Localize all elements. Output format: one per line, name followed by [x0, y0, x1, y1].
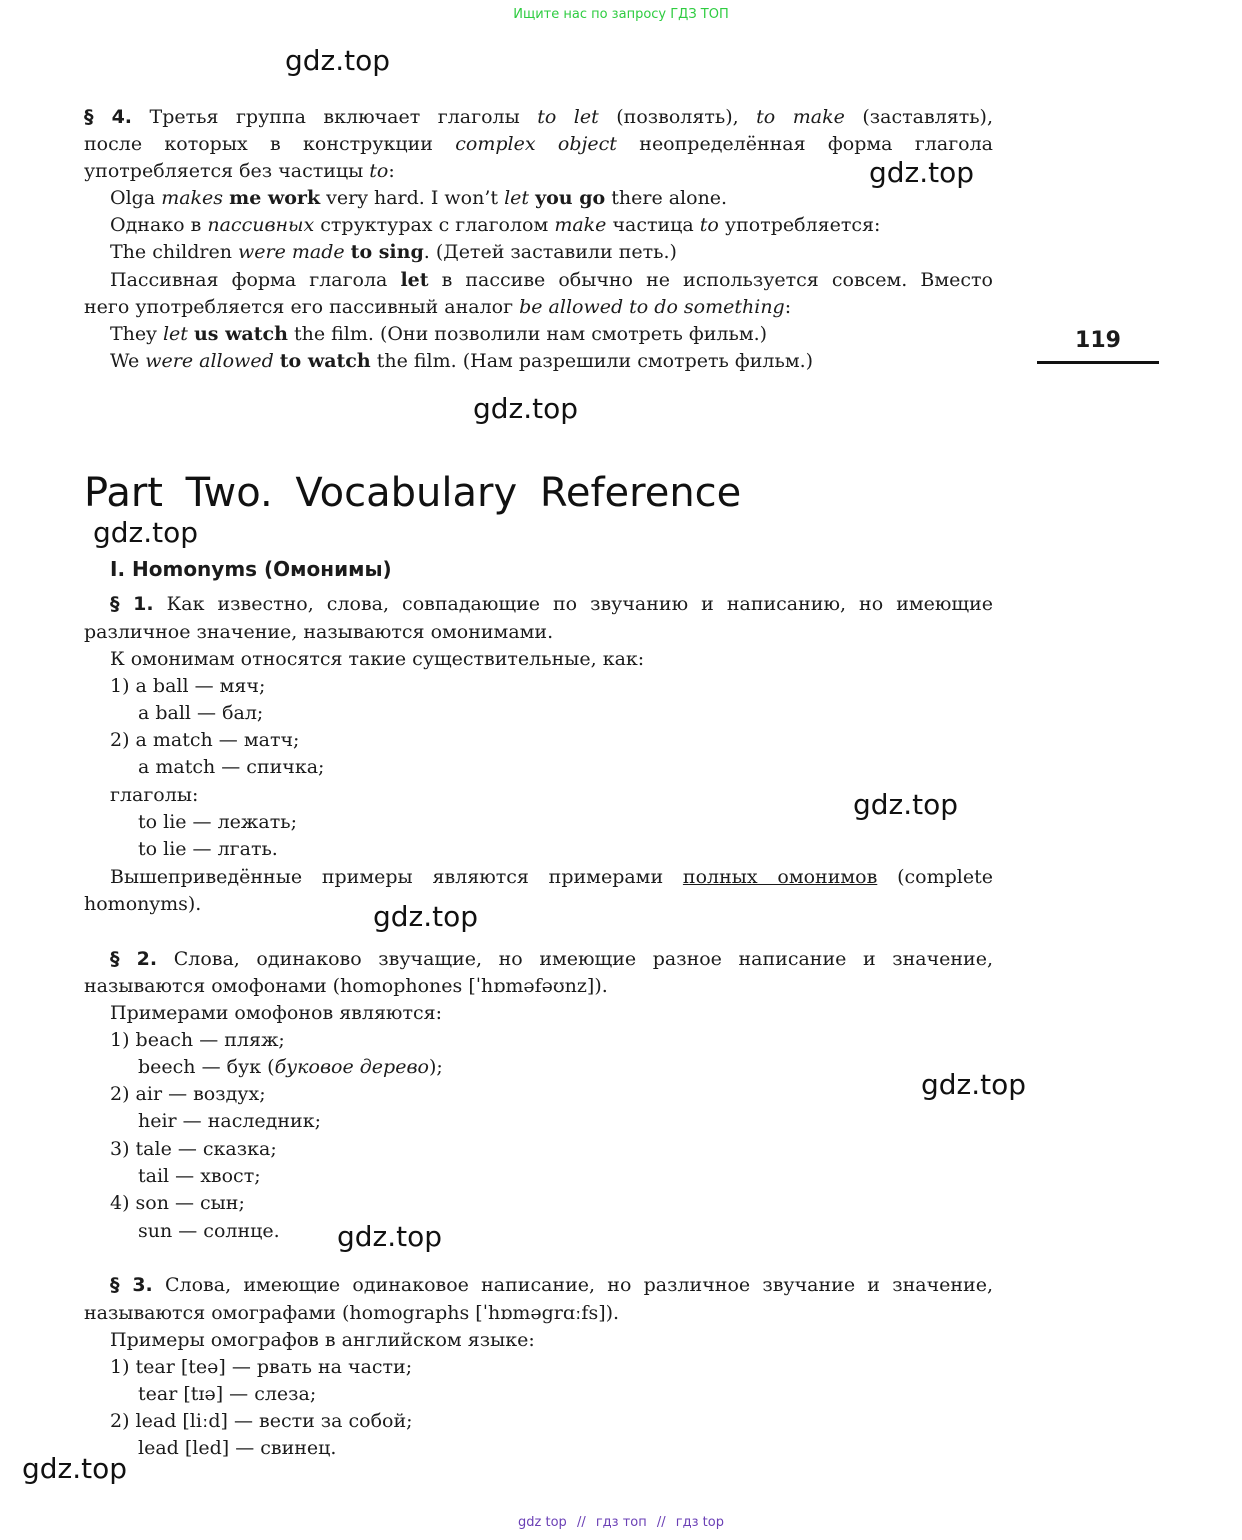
section2-line2: называются омофонами (homophones [ˈhɒməfəʊnz]). — [84, 975, 608, 997]
list-item: 2) a match — матч; — [110, 729, 300, 751]
text: (complete — [877, 866, 993, 888]
text: let — [504, 187, 530, 209]
top-banner[interactable]: Ищите нас по запросу ГДЗ ТОП — [513, 7, 729, 22]
list-item: sun — солнце. — [138, 1220, 280, 1242]
text: to watch — [279, 350, 371, 372]
section4-number: § 4. — [84, 106, 133, 128]
text: ); — [428, 1056, 443, 1078]
section1-line11 — [110, 864, 993, 891]
list-item: 1) tear [teə] — рвать на части; — [110, 1356, 413, 1378]
text: makes — [161, 187, 224, 209]
list-item: a ball — бал; — [138, 702, 264, 724]
list-item: tail — хвост; — [138, 1165, 261, 1187]
section2-number: § 2. — [110, 948, 158, 970]
section3-number: § 3. — [110, 1274, 153, 1296]
section4-example3 — [110, 321, 993, 348]
section1-line1 — [110, 591, 993, 618]
text: there alone. — [605, 187, 728, 209]
section2-line1 — [110, 946, 993, 973]
text: : — [784, 296, 792, 318]
list-item: tear [tɪə] — слеза; — [138, 1383, 317, 1405]
watermark: gdz.top — [285, 44, 391, 77]
watermark: gdz.top — [373, 900, 479, 933]
footer-separator: // — [576, 1515, 586, 1530]
text: make — [554, 214, 607, 236]
text: . (Детей заставили петь.) — [423, 241, 677, 263]
watermark: gdz.top — [853, 788, 959, 821]
section3-line3: Примеры омографов в английском языке: — [110, 1329, 535, 1351]
text: (позволять), — [598, 106, 757, 128]
section4-line7 — [110, 267, 993, 294]
list-item — [138, 1054, 993, 1081]
footer-link[interactable]: гдз top — [675, 1515, 724, 1530]
section1-line3: К омонимам относятся такие существительные, как: — [110, 648, 645, 670]
footer — [0, 1515, 1242, 1530]
part-title: Part Two. Vocabulary Reference — [84, 470, 742, 516]
text: буковое дерево — [274, 1056, 429, 1078]
section4-example1 — [110, 185, 993, 212]
list-item: 2) air — воздух; — [110, 1083, 266, 1105]
text: were made — [238, 241, 345, 263]
text: you go — [535, 187, 606, 209]
text: were allowed — [145, 350, 274, 372]
text: употребляется без частицы — [84, 160, 370, 182]
text: после которых в конструкции — [84, 133, 456, 155]
section3-line2: называются омографами (homographs [ˈhɒməgrɑːfs]). — [84, 1302, 620, 1324]
text: пассивных — [207, 214, 315, 236]
list-item: to lie — лгать. — [138, 838, 278, 860]
watermark: gdz.top — [921, 1068, 1027, 1101]
list-item: a match — спичка; — [138, 756, 325, 778]
text: Слова, имеющие одинаковое написание, но различное звучание и значение, — [152, 1274, 993, 1296]
text: the film. (Они позволили нам смотреть фильм.) — [287, 323, 768, 345]
text: beech — бук ( — [138, 1056, 275, 1078]
text: let — [162, 323, 188, 345]
text: us watch — [193, 323, 288, 345]
text: me work — [229, 187, 321, 209]
text: We — [110, 350, 146, 372]
section4-line1 — [84, 104, 993, 131]
text: the film. (Нам разрешили смотреть фильм.) — [370, 350, 814, 372]
list-item: 1) beach — пляж; — [110, 1029, 285, 1051]
text: структурах с глаголом — [314, 214, 555, 236]
list-item: 3) tale — сказка; — [110, 1138, 277, 1160]
text: (заставлять), — [844, 106, 994, 128]
text: : — [388, 160, 395, 182]
text: let — [400, 269, 429, 291]
text: to sing — [350, 241, 424, 263]
section1-verbs-label: глаголы: — [110, 784, 199, 806]
page-number: 119 — [1075, 328, 1121, 353]
watermark: gdz.top — [337, 1220, 443, 1253]
watermark: gdz.top — [473, 392, 579, 425]
section4-line5 — [110, 212, 993, 239]
text: Слова, одинаково звучащие, но имеющие разное написание и значение, — [157, 948, 994, 970]
text: They — [110, 323, 163, 345]
text: very hard. I won’t — [320, 187, 505, 209]
text: to — [369, 160, 389, 182]
section4-line2 — [84, 131, 993, 158]
text: complex object — [455, 133, 617, 155]
section4-line8 — [84, 294, 993, 321]
text: частица — [606, 214, 700, 236]
text: Как известно, слова, совпадающие по звучанию и написанию, но имеющие — [153, 593, 993, 615]
list-item: heir — наследник; — [138, 1110, 321, 1132]
footer-link[interactable]: gdz top — [518, 1515, 567, 1530]
list-item: lead [led] — свинец. — [138, 1437, 337, 1459]
page-number-rule — [1037, 361, 1159, 364]
list-item: to lie — лежать; — [138, 811, 297, 833]
text: to let — [537, 106, 599, 128]
list-item: 1) a ball — мяч; — [110, 675, 266, 697]
footer-separator: // — [656, 1515, 666, 1530]
section4-example4 — [110, 348, 993, 375]
text: be allowed to do something — [519, 296, 785, 318]
list-item: 2) lead [liːd] — вести за собой; — [110, 1410, 413, 1432]
text: The children — [110, 241, 238, 263]
section4-example2 — [110, 239, 993, 266]
watermark: gdz.top — [93, 516, 199, 549]
watermark: gdz.top — [22, 1452, 128, 1485]
section1-line2: различное значение, называются омонимами. — [84, 621, 554, 643]
text: Однако в — [110, 214, 208, 236]
text: неопределённая форма глагола — [616, 133, 993, 155]
text: него употребляется его пассивный аналог — [84, 296, 520, 318]
text: в пассиве обычно не используется совсем. Вместо — [428, 269, 993, 291]
text: Olga — [110, 187, 162, 209]
text: to — [699, 214, 719, 236]
text: Третья группа включает глаголы — [132, 106, 538, 128]
text: Пассивная форма глагола — [110, 269, 401, 291]
text: Вышеприведённые примеры являются примерами — [110, 866, 683, 888]
section3-line1 — [110, 1272, 993, 1299]
section1-line12: homonyms). — [84, 893, 202, 915]
text: полных омонимов — [682, 866, 878, 888]
section2-line3: Примерами омофонов являются: — [110, 1002, 443, 1024]
list-item: 4) son — сын; — [110, 1192, 245, 1214]
text: to make — [756, 106, 845, 128]
homonyms-heading: I. Homonyms (Омонимы) — [110, 557, 392, 581]
section1-number: § 1. — [110, 593, 154, 615]
text: употребляется: — [718, 214, 881, 236]
footer-link[interactable]: гдз топ — [595, 1515, 647, 1530]
watermark: gdz.top — [869, 156, 975, 189]
section4-line3 — [84, 158, 993, 185]
